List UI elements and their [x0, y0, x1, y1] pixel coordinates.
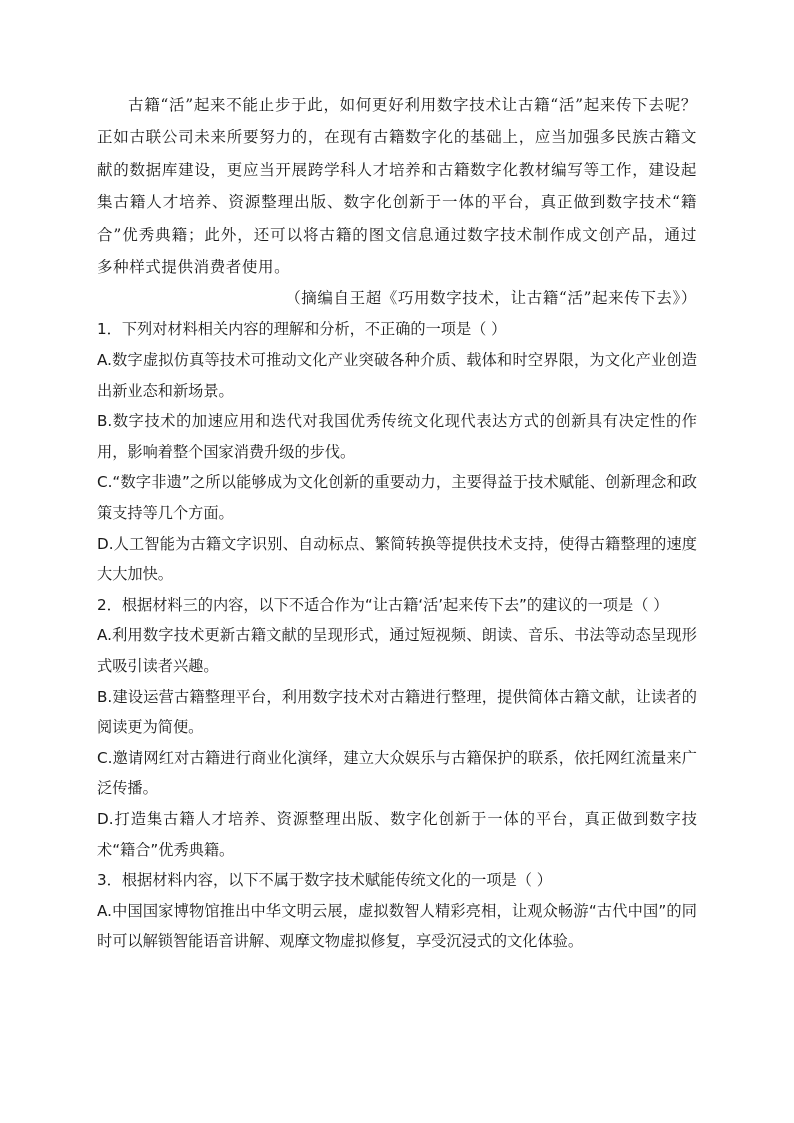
option-d: D.人工智能为古籍文字识别、自动标点、繁简转换等提供技术支持，使得古籍整理的速度大大加快。	[97, 534, 697, 584]
option-a: A.数字虚拟仿真等技术可推动文化产业突破各种介质、载体和时空界限，为文化产业创造出新业态和新场景。	[97, 351, 697, 400]
question-stem: 2．根据材料三的内容，以下不适合作为“让古籍‘活’起来传下去”的建议的一项是（ ）	[97, 595, 669, 614]
option-a: A.利用数字技术更新古籍文献的呈现形式，通过短视频、朗读、音乐、书法等动态呈现形式吸引读者兴趣。	[97, 626, 697, 675]
document-page	[97, 89, 697, 957]
question-stem: 3．根据材料内容，以下不属于数字技术赋能传统文化的一项是（ ）	[97, 871, 552, 890]
option-b: B.数字技术的加速应用和迭代对我国优秀传统文化现代表达方式的创新具有决定性的作用，影响着整个国家消费升级的步伐。	[97, 412, 697, 461]
option-c: C.“数字非遗”之所以能够成为文化创新的重要动力，主要得益于技术赋能、创新理念和政策支持等几个方面。	[97, 473, 697, 522]
passage-citation: （摘编自王超《巧用数字技术，让古籍“活”起来传下去》）	[285, 289, 697, 308]
option-d: D.打造集古籍人才培养、资源整理出版、数字化创新于一体的平台，真正做到数字技术“籍合”优秀典籍。	[97, 809, 697, 859]
option-b: B.建设运营古籍整理平台，利用数字技术对古籍进行整理，提供简体古籍文献，让读者的阅读更为简便。	[97, 687, 697, 737]
question-stem: 1．下列对材料相关内容的理解和分析，不正确的一项是（ ）	[97, 320, 507, 339]
question-1	[97, 314, 697, 589]
option-a: A.中国国家博物馆推出中华文明云展，虚拟数智人精彩亮相，让观众畅游“古代中国”的同时可以解锁智能语音讲解、观摩文物虚拟修复，享受沉浸式的文化体验。	[97, 901, 697, 951]
passage	[97, 89, 697, 283]
option-c: C.邀请网红对古籍进行商业化演绎，建立大众娱乐与古籍保护的联系，依托网红流量来广泛传播。	[97, 748, 697, 798]
question-2	[97, 590, 697, 865]
question-3	[97, 865, 697, 957]
passage-paragraph: 古籍“活”起来不能止步于此，如何更好利用数字技术让古籍“活”起来传下去呢？正如古联公司未来所要努力的，在现有古籍数字化的基础上，应当加强多民族古籍文献的数据库建设，更应当开展跨学科人才培养和古籍数字化教材编写等工作，建设起集古籍人才培养、资源整理出版、数字化创新于一体的平台，真正做到数字技术“籍合”优秀典籍；此外，还可以将古籍的图文信息通过数字技术制作成文创产品，通过多种样式提供消费者使用。	[97, 96, 697, 277]
